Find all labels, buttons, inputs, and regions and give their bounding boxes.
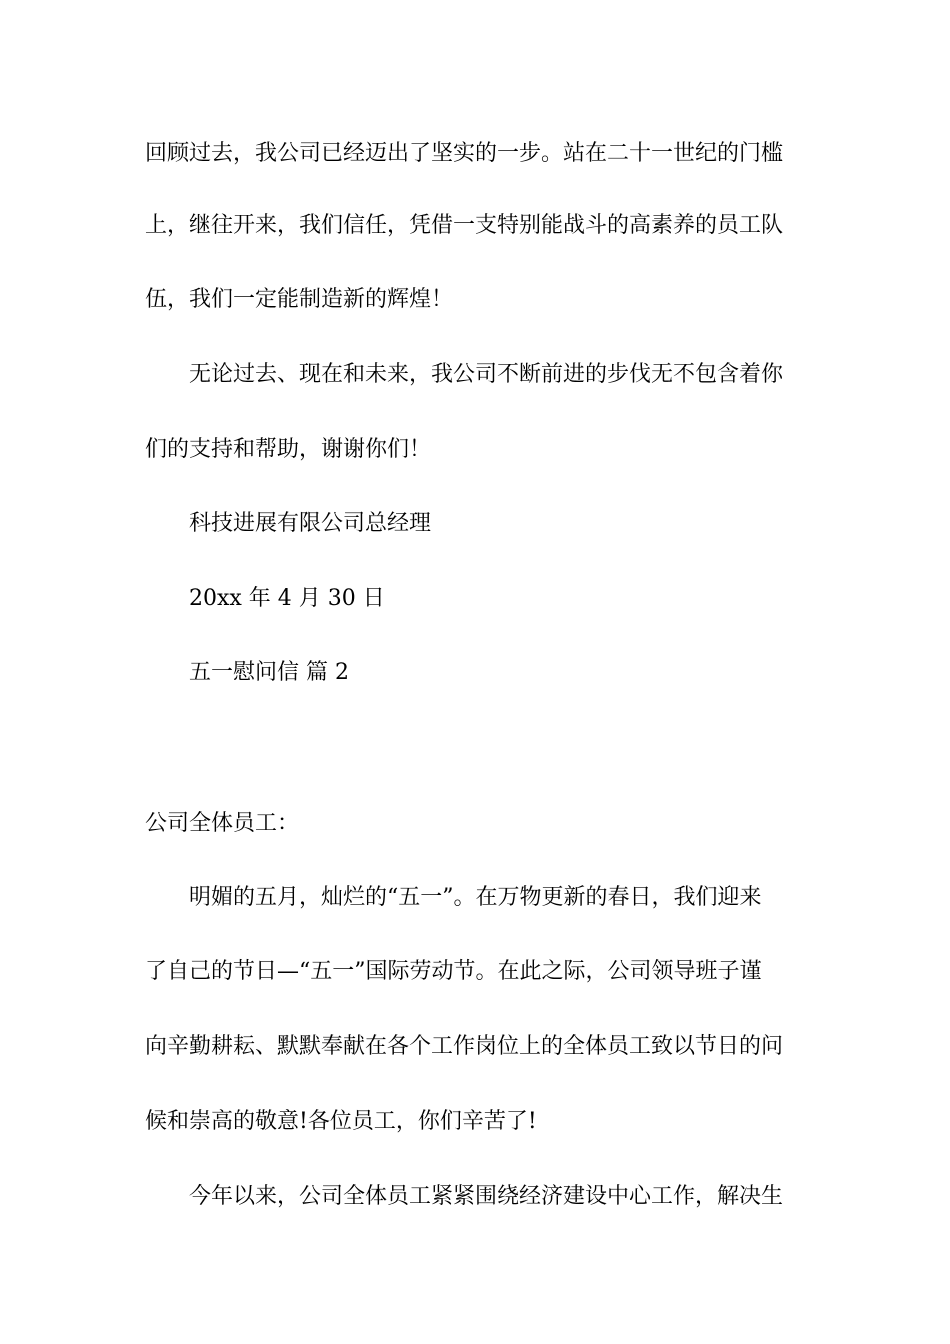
signature-company: 科技进展有限公司总经理 — [189, 511, 432, 536]
section-heading: 五一慰问信 篇 2 — [189, 660, 349, 685]
paragraph-line: 候和崇高的敬意!各位员工，你们辛苦了! — [145, 1109, 537, 1134]
paragraph-line: 伍，我们一定能制造新的辉煌！ — [145, 287, 454, 312]
paragraph-line: 们的支持和帮助，谢谢你们！ — [145, 437, 432, 462]
paragraph-line: 向辛勤耕耘、默默奉献在各个工作岗位上的全体员工致以节日的问 — [145, 1034, 784, 1059]
paragraph-line: 今年以来，公司全体员工紧紧围绕经济建设中心工作，解决生 — [189, 1184, 784, 1209]
paragraph-line: 明媚的五月，灿烂的“五一”。在万物更新的春日，我们迎来 — [189, 885, 762, 910]
signature-date: 20xx 年 4 月 30 日 — [189, 586, 385, 611]
salutation: 公司全体员工： — [145, 811, 300, 836]
paragraph-line: 回顾过去，我公司已经迈出了坚实的一步。站在二十一世纪的门槛 — [145, 141, 784, 166]
paragraph-line: 上，继往开来，我们信任，凭借一支特别能战斗的高素养的员工队 — [145, 213, 784, 238]
paragraph-line: 了自己的节日—“五一”国际劳动节。在此之际，公司领导班子谨 — [145, 959, 762, 984]
paragraph-line: 无论过去、现在和未来，我公司不断前进的步伐无不包含着你 — [189, 362, 784, 387]
